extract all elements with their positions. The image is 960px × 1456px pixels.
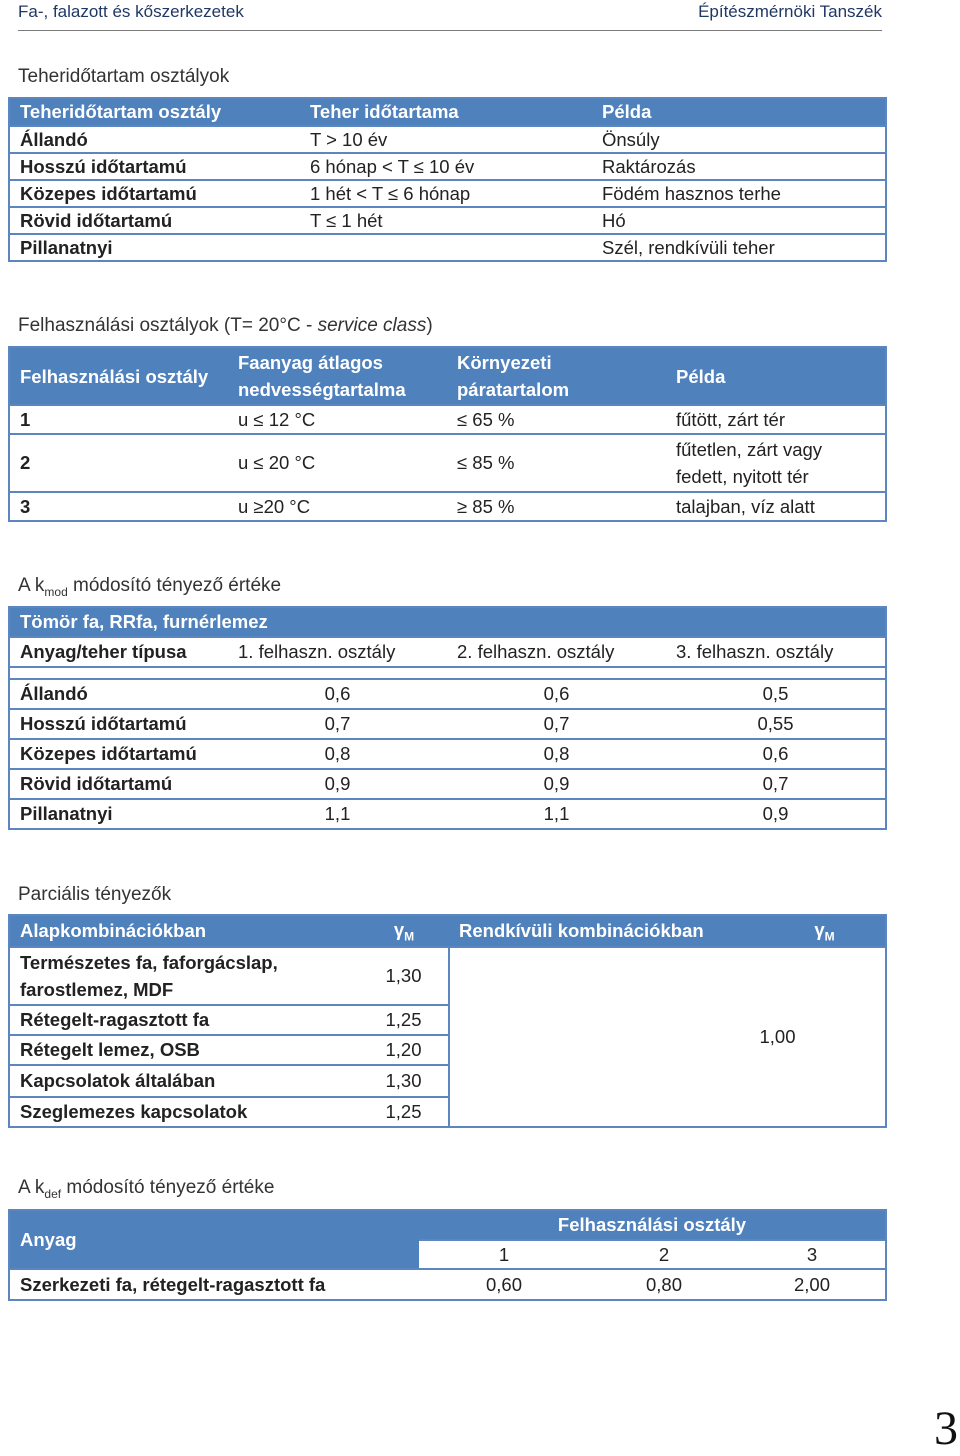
kmod-column-row (9, 637, 886, 667)
service-title-close: ) (426, 315, 433, 336)
duration-period: T > 10 év (300, 126, 592, 153)
partial-title: Parciális tényezők (18, 884, 172, 905)
kdef-header-row (9, 1210, 886, 1240)
duration-example: Raktározás (592, 153, 886, 180)
kmod-value: 0,6 (228, 679, 447, 709)
kmod-title-text: A k (18, 575, 45, 596)
service-class-label: 1 (419, 1240, 589, 1269)
load-type: Pillanatnyi (9, 799, 228, 829)
kmod-title (18, 575, 281, 599)
gamma-header (359, 915, 449, 947)
gamma-subscript: M (404, 929, 415, 944)
gamma-subscript: M (824, 929, 835, 944)
service-class-label: 3 (739, 1240, 886, 1269)
column-header: Anyag/teher típusa (9, 637, 228, 667)
service-class-table (8, 346, 887, 522)
kdef-title-text: A k (18, 1177, 45, 1198)
kmod-value: 0,8 (228, 739, 447, 769)
header-department: Építészmérnöki Tanszék (698, 2, 882, 21)
gamma-value: 1,25 (359, 1097, 449, 1127)
header-course-title: Fa-, falazott és kőszerkezetek (18, 2, 244, 21)
service-class-label: 2 (589, 1240, 739, 1269)
column-header: Példa (666, 347, 886, 405)
kmod-material-row (9, 607, 886, 637)
partial-header-row (9, 915, 886, 947)
gamma-value: 1,25 (359, 1005, 449, 1035)
kmod-value: 0,9 (447, 769, 666, 799)
service-class-number: 2 (9, 434, 228, 492)
column-header: Rendkívüli kombinációkban (449, 915, 764, 947)
moisture-content: u ≤ 12 °C (228, 405, 447, 434)
table-row (9, 234, 886, 261)
duration-period (300, 234, 592, 261)
column-header: Példa (592, 98, 886, 126)
duration-example: Födém hasznos terhe (592, 180, 886, 207)
running-header (18, 0, 882, 31)
kmod-value: 0,9 (228, 769, 447, 799)
gamma-symbol: γ (393, 918, 405, 940)
table-row (9, 126, 886, 153)
duration-example: Szél, rendkívüli teher (592, 234, 886, 261)
kmod-value: 0,8 (447, 739, 666, 769)
duration-class: Hosszú időtartamú (9, 153, 300, 180)
table-row (9, 1269, 886, 1300)
table-row (9, 207, 886, 234)
duration-example: Önsúly (592, 126, 886, 153)
kmod-value: 0,7 (666, 769, 886, 799)
kdef-value: 2,00 (739, 1269, 886, 1300)
kmod-value: 0,5 (666, 679, 886, 709)
load-type: Közepes időtartamú (9, 739, 228, 769)
kmod-value: 0,6 (666, 739, 886, 769)
load-type: Állandó (9, 679, 228, 709)
duration-header-row (9, 98, 886, 126)
column-header: Teher időtartama (300, 98, 592, 126)
table-row (9, 153, 886, 180)
extra-gamma-value: 1,00 (449, 947, 886, 1127)
duration-class: Rövid időtartamú (9, 207, 300, 234)
kmod-value: 1,1 (447, 799, 666, 829)
material-name: Rétegelt lemez, OSB (9, 1035, 359, 1065)
table-row (9, 709, 886, 739)
column-group-header: Felhasználási osztály (419, 1210, 886, 1240)
table-row (9, 180, 886, 207)
table-row (9, 799, 886, 829)
material-name: Természetes fa, faforgácslap, farostlemez, MDF (9, 947, 359, 1005)
moisture-content: u ≥20 °C (228, 492, 447, 521)
material-name: Rétegelt-ragasztott fa (9, 1005, 359, 1035)
kmod-table (8, 606, 887, 830)
column-header: Környezeti páratartalom (447, 347, 666, 405)
table-row (9, 947, 886, 1005)
kmod-value: 0,55 (666, 709, 886, 739)
column-header: Teheridőtartam osztály (9, 98, 300, 126)
kdef-subscript: def (44, 1186, 62, 1201)
service-example: talajban, víz alatt (666, 492, 886, 521)
duration-title: Teheridőtartam osztályok (18, 66, 230, 87)
service-class-number: 3 (9, 492, 228, 521)
duration-class: Közepes időtartamú (9, 180, 300, 207)
gamma-value: 1,30 (359, 1065, 449, 1097)
column-header: 3. felhaszn. osztály (666, 637, 886, 667)
gamma-value: 1,20 (359, 1035, 449, 1065)
kmod-subscript: mod (44, 584, 68, 599)
kmod-value: 0,9 (666, 799, 886, 829)
kdef-title-rest: módosító tényező értéke (61, 1177, 275, 1198)
kmod-value: 0,7 (447, 709, 666, 739)
kmod-value: 1,1 (228, 799, 447, 829)
service-example: fűtött, zárt tér (666, 405, 886, 434)
service-title (18, 315, 433, 337)
table-row (9, 434, 886, 492)
duration-example: Hó (592, 207, 886, 234)
column-header: Felhasználási osztály (9, 347, 228, 405)
material-name: Kapcsolatok általában (9, 1065, 359, 1097)
kdef-value: 0,60 (419, 1269, 589, 1300)
load-type: Hosszú időtartamú (9, 709, 228, 739)
column-header: Alapkombinációkban (9, 915, 359, 947)
partial-factor-table (8, 914, 887, 1128)
kmod-value: 0,7 (228, 709, 447, 739)
service-header-row (9, 347, 886, 405)
duration-period: 1 hét < T ≤ 6 hónap (300, 180, 592, 207)
table-row (9, 405, 886, 434)
page-number: 3 (934, 1402, 958, 1455)
table-row (9, 769, 886, 799)
duration-period: T ≤ 1 hét (300, 207, 592, 234)
gamma-value: 1,30 (359, 947, 449, 1005)
relative-humidity: ≤ 65 % (447, 405, 666, 434)
service-class-number: 1 (9, 405, 228, 434)
kdef-value: 0,80 (589, 1269, 739, 1300)
kmod-title-rest: módosító tényező értéke (67, 575, 282, 596)
kdef-material: Szerkezeti fa, rétegelt-ragasztott fa (9, 1269, 419, 1300)
relative-humidity: ≥ 85 % (447, 492, 666, 521)
kdef-title (18, 1177, 274, 1201)
relative-humidity: ≤ 85 % (447, 434, 666, 492)
gamma-header (764, 915, 886, 947)
material-name: Szeglemezes kapcsolatok (9, 1097, 359, 1127)
column-header: 1. felhaszn. osztály (228, 637, 447, 667)
column-header: Anyag (9, 1210, 419, 1269)
column-header: 2. felhaszn. osztály (447, 637, 666, 667)
column-header: Faanyag átlagos nedvességtartalma (228, 347, 447, 405)
table-row (9, 679, 886, 709)
moisture-content: u ≤ 20 °C (228, 434, 447, 492)
kmod-value: 0,6 (447, 679, 666, 709)
service-title-emphasis: service class (317, 315, 427, 336)
kdef-table (8, 1209, 887, 1301)
duration-period: 6 hónap < T ≤ 10 év (300, 153, 592, 180)
duration-class: Állandó (9, 126, 300, 153)
table-row (9, 739, 886, 769)
service-example: fűtetlen, zárt vagy fedett, nyitott tér (666, 434, 886, 492)
service-title-text: Felhasználási osztályok (T= 20°C - (18, 315, 318, 336)
table-row (9, 492, 886, 521)
gamma-symbol: γ (814, 918, 825, 940)
load-type: Rövid időtartamú (9, 769, 228, 799)
kmod-material: Tömör fa, RRfa, furnérlemez (9, 607, 886, 637)
spacer-row (9, 667, 886, 679)
duration-class: Pillanatnyi (9, 234, 300, 261)
duration-table (8, 97, 887, 262)
